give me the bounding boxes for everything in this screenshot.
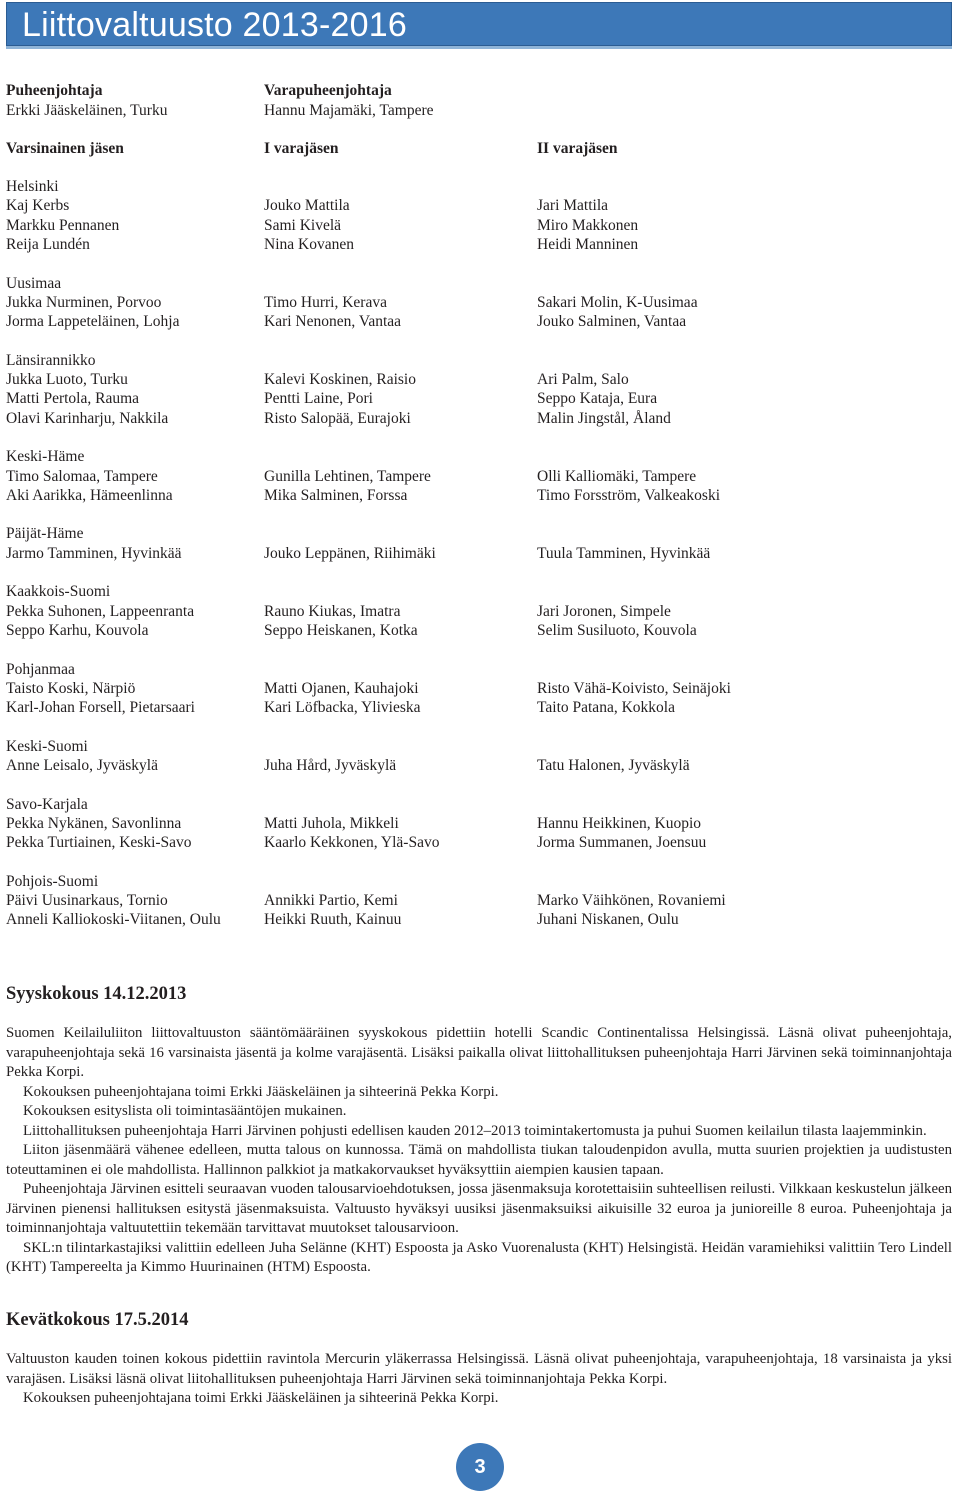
member-name: Päivi Uusinarkaus, Tornio — [6, 892, 168, 910]
member-name: Anne Leisalo, Jyväskylä — [6, 757, 158, 774]
page-number-badge: 3 — [456, 1443, 504, 1491]
region-name: Keski-Suomi — [6, 737, 88, 755]
region-name: Päijät-Häme — [6, 525, 84, 543]
paragraph: Puheenjohtaja Järvinen esitteli seuraavan vuoden talousarvioehdotuksen, jossa jäsenmaksuja korotettaisiin suhteellisen reilusti. Vilkkaan keskustelun jälkeen Järvinen pienensi hallituksen esitystä jäsenmaksuista. Valtuusto hyväksyi uusiksi jäsenmaksuiksi aikuisille 32 euroa ja junioreille 8 euroa. Puheenjohtaja ja toiminnanjohtaja valtuutettiin tekemään tarvittavat muutokset talousarvioon. — [6, 1181, 952, 1236]
member-name: Karl-Johan Forsell, Pietarsaari — [6, 699, 195, 717]
deputy-1-name: Pentti Laine, Pori — [264, 390, 373, 408]
deputy-1-name: Heikki Ruuth, Kainuu — [264, 911, 402, 929]
member-name: Pekka Nykänen, Savonlinna — [6, 814, 182, 832]
deputy-2-name: Jari Joronen, Simpele — [537, 602, 671, 620]
member-name: Jukka Luoto, Turku — [6, 371, 128, 388]
member-name: Jarmo Tamminen, Hyvinkää — [6, 544, 182, 562]
paragraph: Suomen Keilailuliiton liittovaltuuston sääntömääräinen syyskokous pidettiin hotelli Scandic Continentalissa Helsingissä. Läsnä olivat puheenjohtaja, varapuheenjohtaja sekä 16 varsinaista jäsentä ja kolme varajäsentä. Lisäksi paikalla olivat liittohallituksen puheenjohtaja Harri Järvinen sekä toiminnanjohtaja Pekka Korpi. — [6, 1025, 952, 1080]
member-name: Matti Pertola, Rauma — [6, 390, 140, 408]
member-name: Timo Salomaa, Tampere — [6, 467, 158, 485]
deputy-1-name: Sami Kivelä — [264, 216, 342, 234]
title-banner — [6, 2, 952, 49]
deputy-2-name: Tuula Tamminen, Hyvinkää — [537, 544, 711, 562]
region-name: Savo-Karjala — [6, 795, 88, 813]
member-name: Kaj Kerbs — [6, 197, 70, 215]
member-name: Aki Aarikka, Hämeenlinna — [6, 486, 173, 504]
column-header-member: Varsinainen jäsen — [6, 140, 124, 157]
deputy-1-name: Seppo Heiskanen, Kotka — [264, 621, 418, 639]
deputy-1-name: Matti Ojanen, Kauhajoki — [264, 679, 419, 697]
region-name: Länsirannikko — [6, 351, 96, 369]
deputy-2-name: Juhani Niskanen, Oulu — [537, 911, 679, 929]
deputy-2-name: Heidi Manninen — [537, 235, 639, 253]
deputy-2-name: Seppo Kataja, Eura — [537, 390, 658, 408]
paragraph: Valtuuston kauden toinen kokous pidettiin ravintola Mercurin yläkerrassa Helsingissä. Läsnä olivat puheenjohtaja, varapuheenjohtaja, 18 varsinaista ja yksi varajäsen. Lisäksi läsnä olivat liitohallituksen puheenjohtaja Harri Järvinen sekä toiminnanjohtaja Pekka Korpi. — [6, 1351, 952, 1387]
deputy-2-name: Sakari Molin, K-Uusimaa — [537, 293, 698, 311]
deputy-1-name: Juha Hård, Jyväskylä — [264, 757, 397, 774]
deputy-2-name: Olli Kalliomäki, Tampere — [537, 467, 697, 485]
paragraph: Kokouksen puheenjohtajana toimi Erkki Jääskeläinen ja sihteerinä Pekka Korpi. — [23, 1083, 499, 1100]
deputy-2-name: Malin Jingstål, Åland — [537, 409, 671, 427]
deputy-1-name: Annikki Partio, Kemi — [264, 892, 398, 910]
member-name: Markku Pennanen — [6, 216, 120, 234]
deputy-1-name: Mika Salminen, Forssa — [264, 486, 408, 504]
deputy-1-name: Matti Juhola, Mikkeli — [264, 814, 399, 832]
vice-chair-label: Varapuheenjohtaja — [264, 82, 392, 99]
paragraph: Kokouksen puheenjohtajana toimi Erkki Jääskeläinen ja sihteerinä Pekka Korpi. — [23, 1390, 499, 1406]
member-name: Pekka Turtiainen, Keski-Savo — [6, 834, 192, 852]
member-name: Reija Lundén — [6, 235, 90, 253]
paragraph: Liittohallituksen puheenjohtaja Harri Järvinen pohjusti edellisen kauden 2012–2013 toimintakertomusta ja puhui Suomen keilailun tilasta laajemminkin. — [23, 1122, 927, 1139]
member-name: Olavi Karinharju, Nakkila — [6, 409, 169, 427]
deputy-2-name: Ari Palm, Salo — [537, 371, 629, 388]
deputy-2-name: Jari Mattila — [537, 197, 609, 215]
member-name: Jukka Nurminen, Porvoo — [6, 293, 162, 311]
autumn-meeting-heading: Syyskokous 14.12.2013 — [6, 984, 187, 1004]
column-header-deputy-1: I varajäsen — [264, 140, 339, 157]
deputy-1-name: Nina Kovanen — [264, 235, 354, 253]
paragraph: Kokouksen esityslista oli toimintasääntöjen mukainen. — [23, 1103, 347, 1119]
chair-label: Puheenjohtaja — [6, 82, 103, 99]
region-name: Keski-Häme — [6, 448, 85, 466]
paragraph: Liiton jäsenmäärä vähenee edelleen, mutta talous on kunnossa. Tämä on mahdollista tiukan taloudenpidon avulla, mutta suurien projektien ja uudistusten toteuttaminen ei ole mahdollista. Hallinnon palkkiot ja matkakorvaukset hyväksyttiin aiempien kausien tapaan. — [6, 1142, 952, 1178]
chair-name: Erkki Jääskeläinen, Turku — [6, 102, 168, 119]
region-name: Helsinki — [6, 178, 59, 195]
deputy-1-name: Timo Hurri, Kerava — [264, 293, 387, 311]
region-name: Kaakkois-Suomi — [6, 583, 111, 601]
spring-meeting-text — [6, 1350, 952, 1409]
deputy-1-name: Kari Nenonen, Vantaa — [264, 313, 402, 331]
deputy-1-name: Kalevi Koskinen, Raisio — [264, 371, 416, 388]
page-title: Liittovaltuusto 2013-2016 — [22, 6, 407, 44]
deputy-2-name: Timo Forsström, Valkeakoski — [537, 486, 721, 504]
member-name: Taisto Koski, Närpiö — [6, 679, 136, 697]
member-name: Anneli Kalliokoski-Viitanen, Oulu — [6, 911, 221, 929]
region-name: Pohjanmaa — [6, 660, 75, 678]
deputy-2-name: Taito Patana, Kokkola — [537, 699, 675, 717]
region-name: Pohjois-Suomi — [6, 872, 99, 890]
deputy-2-name: Tatu Halonen, Jyväskylä — [537, 757, 690, 774]
deputy-2-name: Jorma Summanen, Joensuu — [537, 834, 707, 852]
deputy-1-name: Jouko Leppänen, Riihimäki — [264, 544, 436, 562]
deputy-1-name: Gunilla Lehtinen, Tampere — [264, 467, 431, 485]
deputy-1-name: Jouko Mattila — [264, 197, 350, 215]
deputy-1-name: Rauno Kiukas, Imatra — [264, 602, 401, 620]
deputy-1-name: Kaarlo Kekkonen, Ylä-Savo — [264, 834, 440, 852]
deputy-2-name: Marko Väihkönen, Rovaniemi — [537, 892, 726, 910]
vice-chair-name: Hannu Majamäki, Tampere — [264, 102, 434, 119]
deputy-2-name: Jouko Salminen, Vantaa — [537, 313, 687, 331]
deputy-1-name: Risto Salopää, Eurajoki — [264, 409, 411, 427]
column-header-deputy-2: II varajäsen — [537, 140, 618, 157]
deputy-1-name: Kari Löfbacka, Ylivieska — [264, 699, 421, 717]
region-name: Uusimaa — [6, 274, 62, 292]
autumn-meeting-text — [6, 1024, 952, 1278]
member-name: Jorma Lappeteläinen, Lohja — [6, 313, 180, 331]
member-name: Seppo Karhu, Kouvola — [6, 621, 149, 639]
deputy-2-name: Hannu Heikkinen, Kuopio — [537, 814, 702, 832]
member-name: Pekka Suhonen, Lappeenranta — [6, 602, 195, 620]
deputy-2-name: Risto Vähä-Koivisto, Seinäjoki — [537, 679, 731, 697]
paragraph: SKL:n tilintarkastajiksi valittiin edelleen Juha Selänne (KHT) Espoosta ja Asko Vuorenalusta (KHT) Helsingistä. Heidän varamiehiksi valittiin Tero Lindell (KHT) Tampereelta ja Kimmo Huurinainen (HTM) Espoosta. — [6, 1239, 952, 1275]
deputy-2-name: Selim Susiluoto, Kouvola — [537, 621, 697, 639]
spring-meeting-heading: Kevätkokous 17.5.2014 — [6, 1310, 189, 1330]
deputy-2-name: Miro Makkonen — [537, 216, 639, 234]
